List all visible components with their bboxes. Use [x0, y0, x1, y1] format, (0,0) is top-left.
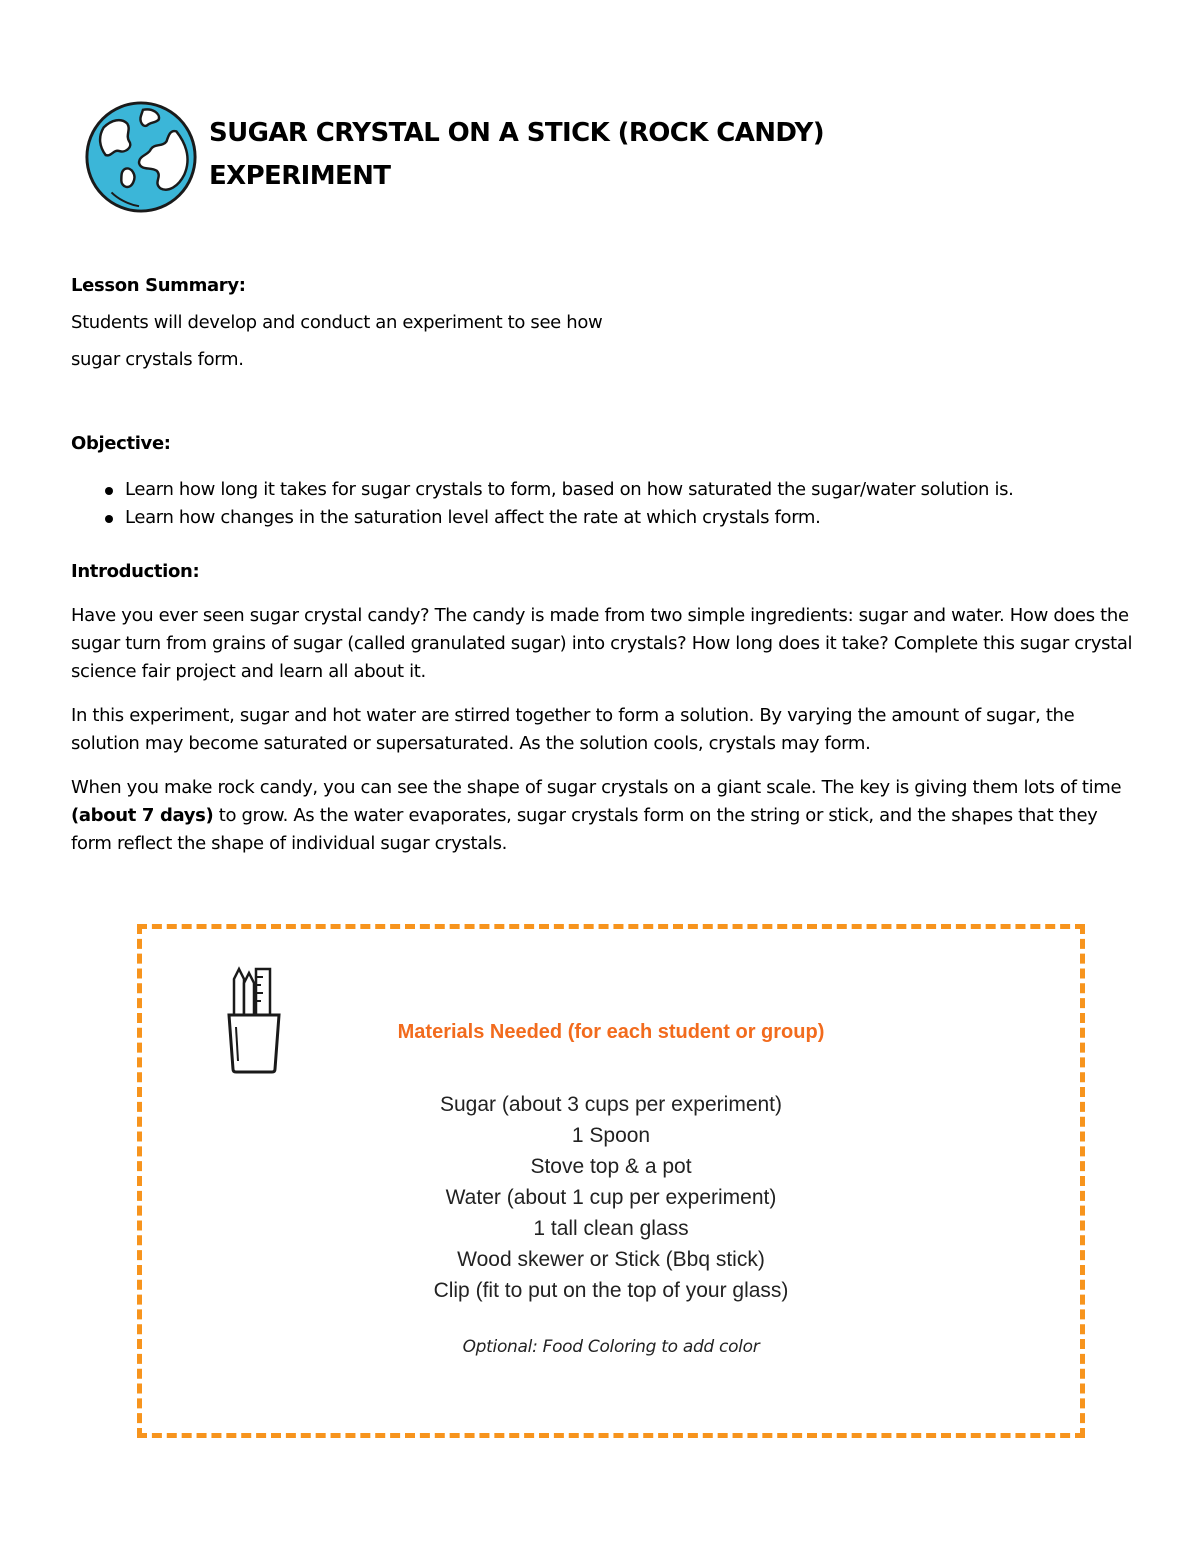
introduction-paragraph-2: In this experiment, sugar and hot water are stirred together to form a solution. By varying the amount of sugar, the solution may become saturated or supersaturated. As the solution cools, crystals may form.: [71, 705, 1075, 754]
list-item: Stove top & a pot: [530, 1155, 692, 1178]
lesson-summary-line-1: Students will develop and conduct an experiment to see how: [71, 312, 603, 333]
materials-optional-note: Optional: Food Coloring to add color: [462, 1337, 760, 1357]
objective-text: Learn how long it takes for sugar crystals to form, based on how saturated the sugar/water solution is.: [125, 479, 1014, 500]
materials-title: Materials Needed (for each student or group): [397, 1021, 825, 1043]
list-item: [125, 504, 1141, 532]
title-line-1: SUGAR CRYSTAL ON A STICK (ROCK CANDY): [209, 118, 825, 148]
introduction-emphasis: (about 7 days): [71, 805, 214, 826]
list-item: Clip (fit to put on the top of your glass): [433, 1279, 789, 1302]
list-item: 1 tall clean glass: [533, 1217, 689, 1240]
introduction-heading: Introduction:: [71, 561, 200, 582]
list-item: Wood skewer or Stick (Bbq stick): [457, 1248, 765, 1271]
introduction-text: When you make rock candy, you can see the shape of sugar crystals on a giant scale. The key is giving them lots of time: [71, 777, 1122, 798]
lesson-summary-heading: Lesson Summary:: [71, 275, 246, 296]
bullet-icon: [105, 487, 113, 495]
objective-text: Learn how changes in the saturation level affect the rate at which crystals form.: [125, 507, 821, 528]
title-line-2: EXPERIMENT: [209, 161, 391, 191]
bullet-icon: [105, 515, 113, 523]
introduction-text: to grow. As the water evaporates, sugar crystals form on the string or stick, and the shapes that they form reflect the shape of individual sugar crystals.: [71, 805, 1098, 854]
materials-box: [137, 924, 1085, 1438]
document-title: [209, 112, 1109, 198]
materials-list: [142, 1089, 1080, 1306]
globe-icon: [82, 98, 200, 216]
list-item: Water (about 1 cup per experiment): [445, 1186, 777, 1209]
introduction-paragraph-3: [71, 774, 1141, 858]
objective-list: [71, 476, 1141, 532]
introduction-paragraph-1: Have you ever seen sugar crystal candy? The candy is made from two simple ingredients: sugar and water. How does the sugar turn from grains of sugar (called granulated sugar) into crystals? How long does it take? Complete this sugar crystal science fair project and learn all about it.: [71, 605, 1133, 682]
list-item: Sugar (about 3 cups per experiment): [439, 1093, 783, 1116]
list-item: [125, 476, 1141, 504]
lesson-summary-line-2: sugar crystals form.: [71, 349, 244, 370]
objective-heading: Objective:: [71, 433, 171, 454]
document-body: [71, 272, 1141, 858]
pencil-cup-icon: [226, 965, 282, 1075]
list-item: 1 Spoon: [571, 1124, 651, 1147]
